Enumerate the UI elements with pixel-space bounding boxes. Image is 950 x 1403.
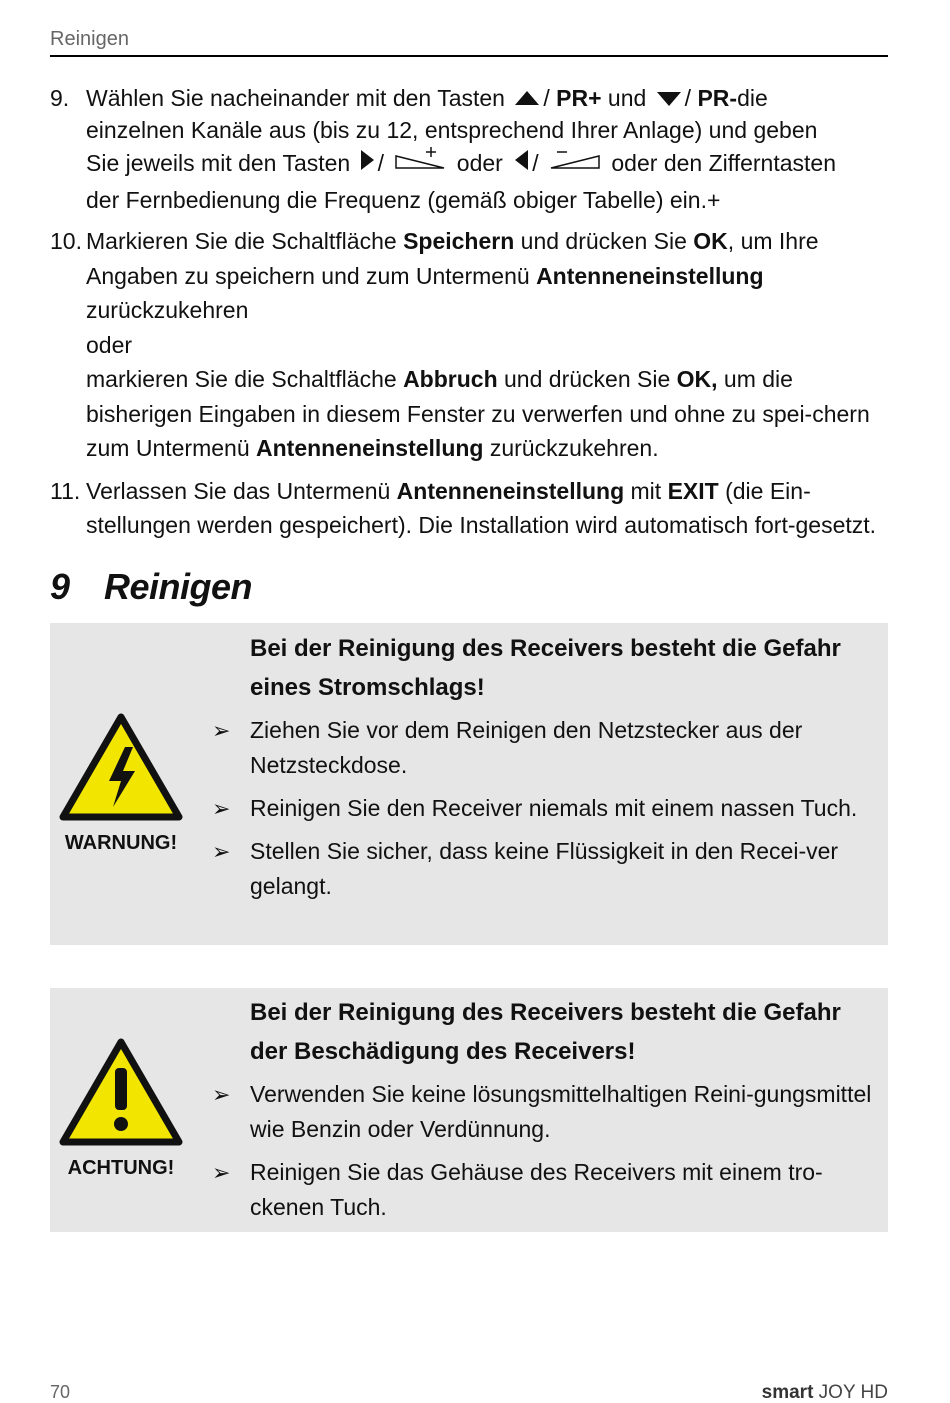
caution-content bbox=[212, 988, 880, 1233]
step-10 bbox=[50, 224, 890, 466]
step-text: zurückzukehren bbox=[86, 297, 249, 323]
caution-label: ACHTUNG! bbox=[67, 1157, 175, 1179]
list-item: ➢ Reinigen Sie das Gehäuse des Receivers mit einem tro-ckenen Tuch. bbox=[250, 1155, 880, 1225]
page-header bbox=[50, 26, 888, 57]
list-item: ➢ Stellen Sie sicher, dass keine Flüssigkeit in den Recei-ver gelangt. bbox=[250, 834, 880, 904]
warning-content bbox=[212, 623, 880, 912]
step-text: einzelnen Kanäle aus (bis zu 12, entsprechend Ihrer Anlage) und geben bbox=[86, 117, 818, 143]
arrow-left-icon bbox=[515, 150, 528, 170]
separator: / bbox=[377, 150, 384, 177]
bullet-arrow-icon: ➢ bbox=[212, 1082, 231, 1107]
step-text: oder den Zifferntasten bbox=[611, 150, 836, 177]
ok-label: OK bbox=[693, 228, 728, 254]
warning-heading: Bei der Reinigung des Receivers besteht die Gefahr eines Stromschlags! bbox=[250, 635, 841, 701]
arrow-right-icon bbox=[361, 150, 374, 170]
menu-name: Antenneneinstellung bbox=[256, 435, 484, 461]
step-text: mit bbox=[624, 477, 668, 504]
step-text: oder bbox=[456, 150, 503, 177]
list-item: ➢ Ziehen Sie vor dem Reinigen den Netzstecker aus der Netzsteckdose. bbox=[250, 713, 880, 783]
step-text: und drücken Sie bbox=[497, 366, 677, 392]
header-title: Reinigen bbox=[50, 28, 129, 50]
brand-name: smart bbox=[761, 1382, 814, 1403]
steps-list bbox=[50, 82, 890, 551]
step-text: und bbox=[607, 85, 647, 111]
bullet-arrow-icon: ➢ bbox=[212, 1160, 231, 1185]
volume-minus-icon bbox=[549, 146, 601, 176]
step-text: die bbox=[737, 85, 768, 111]
menu-name: Antenneneinstellung bbox=[396, 477, 625, 504]
footer-product bbox=[762, 1382, 888, 1403]
ok-label: OK, bbox=[676, 366, 718, 392]
caution-box bbox=[50, 988, 888, 1232]
step-text: markieren Sie die Schaltfläche bbox=[86, 366, 404, 392]
warning-box bbox=[50, 623, 888, 945]
step-text: um die bisherigen Eingaben in diesem Fenster zu verwerfen und ohne zu spei-chern zum Untermenü bbox=[86, 366, 870, 461]
bullet-arrow-icon: ➢ bbox=[212, 718, 231, 743]
step-text: Sie jeweils mit den Tasten bbox=[86, 150, 351, 177]
step-number: 10. bbox=[50, 228, 82, 254]
section-title: Reinigen bbox=[104, 566, 253, 607]
separator: / bbox=[543, 85, 550, 111]
arrow-up-icon bbox=[515, 91, 539, 105]
bullet-arrow-icon: ➢ bbox=[212, 839, 231, 864]
warning-icon-block bbox=[58, 713, 184, 855]
bullet-arrow-icon: ➢ bbox=[212, 796, 231, 821]
menu-name: Antenneneinstellung bbox=[536, 262, 764, 289]
step-text: Markieren Sie die Schaltfläche bbox=[86, 228, 404, 254]
exclamation-hazard-icon bbox=[59, 1038, 183, 1146]
step-number: 9. bbox=[50, 85, 70, 111]
list-item: ➢ Verwenden Sie keine lösungsmittelhaltigen Reini-gungsmittel wie Benzin oder Verdünnung. bbox=[250, 1077, 880, 1147]
step-text: und drücken Sie bbox=[514, 228, 694, 254]
page-number: 70 bbox=[50, 1382, 71, 1402]
step-text: , um Ihre Angaben zu speichern und zum Untermenü bbox=[86, 228, 819, 289]
caution-icon-block bbox=[58, 1038, 184, 1180]
step-text: zurückzukehren. bbox=[483, 435, 659, 461]
step-9 bbox=[50, 82, 890, 216]
save-label: Speichern bbox=[403, 228, 515, 254]
step-text: (die Ein-stellungen werden gespeichert). Die Installation wird automatisch fort-gesetzt. bbox=[86, 477, 877, 538]
step-text: Wählen Sie nacheinander mit den Tasten bbox=[86, 85, 505, 111]
volume-plus-icon bbox=[394, 146, 446, 176]
separator: / bbox=[532, 150, 539, 177]
section-number: 9 bbox=[50, 566, 70, 607]
exit-label: EXIT bbox=[667, 477, 719, 504]
section-heading bbox=[50, 566, 252, 608]
key-pr-plus: PR+ bbox=[556, 85, 602, 111]
caution-heading: Bei der Reinigung des Receivers besteht die Gefahr der Beschädigung des Receivers! bbox=[250, 999, 841, 1065]
step-number: 11. bbox=[50, 477, 81, 504]
arrow-down-icon bbox=[657, 92, 681, 106]
cancel-label: Abbruch bbox=[403, 366, 498, 392]
key-pr-minus: PR- bbox=[697, 85, 738, 111]
step-11 bbox=[50, 474, 890, 543]
electric-hazard-icon bbox=[59, 713, 183, 821]
caution-list bbox=[212, 1077, 880, 1225]
step-text: Verlassen Sie das Untermenü bbox=[86, 477, 397, 504]
or-text: oder bbox=[86, 331, 133, 358]
warning-list bbox=[212, 713, 880, 904]
product-name: JOY HD bbox=[813, 1382, 888, 1403]
step-text: der Fernbedienung die Frequenz (gemäß obiger Tabelle) ein.+ bbox=[86, 187, 721, 213]
separator: / bbox=[684, 85, 692, 111]
warning-label: WARNUNG! bbox=[64, 832, 178, 854]
list-item: ➢ Reinigen Sie den Receiver niemals mit einem nassen Tuch. bbox=[250, 791, 880, 826]
